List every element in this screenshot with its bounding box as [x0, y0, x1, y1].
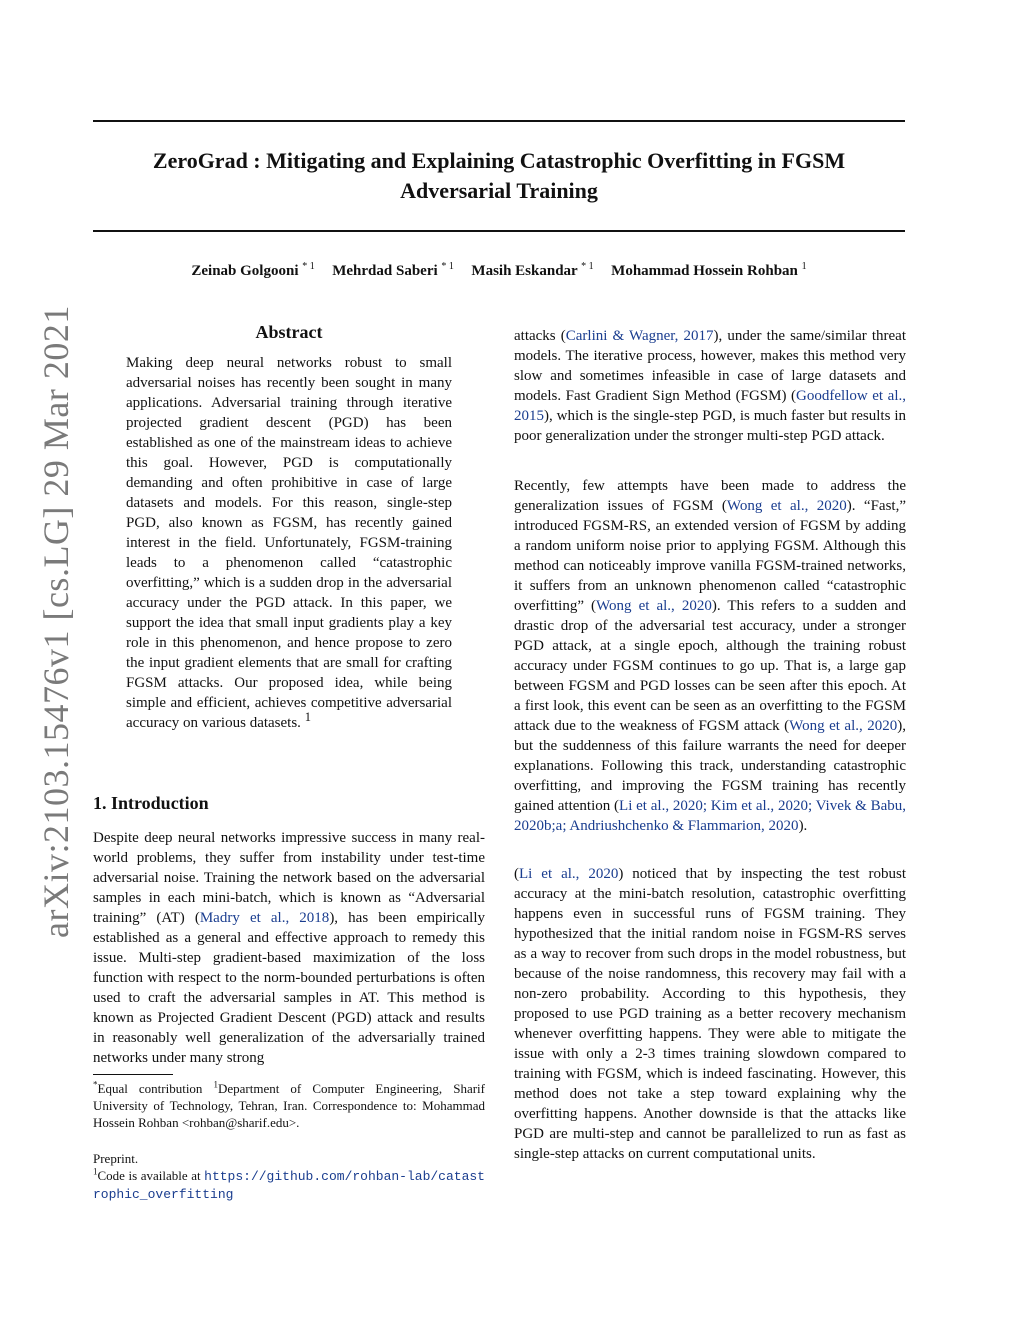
abstract-footnote-mark[interactable]: 1	[304, 710, 311, 724]
body-text: ), which is the single-step PGD, is much faster but results in poor generalization under the stronger multi-step PGD attack.	[514, 408, 906, 444]
body-text: ). This refers to a sudden and drastic drop of the adversarial test accuracy, under a stronger PGD attack, at a single epoch, although the training robust accuracy under FGSM continues to go up. That is, a large gap between FGSM and PGD losses can be seen after this epoch. At a first look, this event can be seen as an overfitting to the FGSM attack due to the weakness of FGSM attack (	[514, 598, 907, 734]
footnote-mark: 1	[213, 1079, 218, 1090]
footnote-text: Equal contribution	[97, 1081, 214, 1096]
body-text: (	[514, 866, 519, 882]
body-text: ). “Fast,” introduced FGSM-RS, an extended version of FGSM by adding a random uniform noise prior to applying FGSM. Although this method can noticeably improve vanilla FGSM-trained networks, it suffers from an unknown phenomenon called “catastrophic overfitting” (	[514, 498, 906, 614]
citation-link[interactable]: Wong et al., 2020	[726, 498, 847, 514]
right-paragraph-1	[514, 326, 906, 446]
author-affiliation-mark: * 1	[302, 261, 315, 272]
body-text: ).	[798, 818, 808, 834]
author-name: Masih Eskandar	[471, 263, 578, 279]
body-text: Recently, few attempts have been made to address the generalization issues of FGSM (	[514, 478, 906, 514]
title-rule-bottom	[93, 230, 905, 232]
citation-link[interactable]: Goodfellow et al., 2015	[514, 388, 907, 424]
author-name: Mehrdad Saberi	[332, 263, 438, 279]
footnote-text: Department of Computer Engineering, Sharif University of Technology, Tehran, Iran. Correspondence to: Mohammad Hossein Rohban <rohban@sharif.edu>.	[93, 1081, 485, 1130]
citation-link[interactable]: Li et al., 2020; Kim et al., 2020; Vivek & Babu, 2020b;a; Andriushchenko & Flammarion, 2020	[514, 798, 907, 834]
right-paragraph-2	[514, 476, 906, 836]
introduction-paragraph	[93, 828, 485, 1068]
footnote-code	[93, 1150, 485, 1203]
intro-text: ), has been empirically established as a general and effective approach to remedy this issue. Multi-step gradient-based maximization of the loss function with respect to the norm-bounded perturbations is often used to craft the adversarial samples in AT. This method is known as Projected Gradient Descent (PGD) attack and results in reasonably well generalization of the adversarially trained networks under many strong	[93, 910, 485, 1066]
body-text: ) noticed that by inspecting the test robust accuracy at the mini-batch resolution, catastrophic overfitting happens even in successful runs of FGSM training. They hypothesized that the initial random noise in FGSM-RS serves as a way to recover from such drops in the model robustness, but because of the noise randomness, this recovery may fail with a non-zero probability. According to this hypothesis, they proposed to use PGD training as a better recovery mechanism whenever overfitting happens. They were able to mitigate the issue with only a 2-3 times training slowdown compared to training with FGSM, which is indeed fascinating. However, this method does not take a step toward explaining why the overfitting happens. Another downside is that the attacks like PGD are multi-step and cannot be parallelized to run as fast as single-step attacks on current computational units.	[514, 866, 907, 1162]
footnote-text: Code is available at	[97, 1168, 205, 1183]
body-text: attacks (	[514, 328, 566, 344]
abstract-body: Making deep neural networks robust to small adversarial noises has recently been sought in many applications. Adversarial training through iterative projected gradient descent (PGD) has been established as one of the mainstream ideas to achieve this goal. However, PGD is computationally demanding and often prohibitive in case of large datasets and models. For this reason, single-step PGD, also known as FGSM, has recently gained interest in the field. Unfortunately, FGSM-training leads to a phenomenon called “catastrophic overfitting,” which is a sudden drop in the adversarial accuracy under the PGD attack. In this paper, we support the idea that small input gradients play a key role in this phenomenon, and hence propose to zero the input gradient elements that are small for crafting FGSM attacks. Our proposed idea, while being simple and efficient, achieves competitive adversarial accuracy on various datasets.	[126, 355, 452, 731]
author-affiliation-mark: 1	[801, 261, 807, 272]
abstract-heading: Abstract	[255, 322, 323, 342]
right-paragraph-3	[514, 864, 906, 1164]
citation-link[interactable]: Carlini & Wagner, 2017	[565, 328, 714, 344]
preprint-label: Preprint.	[93, 1151, 139, 1166]
author-list	[93, 263, 905, 280]
footnote-rule	[93, 1074, 173, 1075]
footnote-affiliations	[93, 1080, 485, 1131]
code-url-link[interactable]: https://github.com/rohban-lab/catastrophic_overfitting	[93, 1169, 485, 1202]
author-name: Zeinab Golgooni	[191, 263, 299, 279]
section-heading-introduction: 1. Introduction	[93, 793, 209, 813]
citation-link[interactable]: Madry et al., 2018	[199, 910, 330, 926]
body-text: ), but the suddenness of this failure warrants the need for deeper explanations. Following this track, understanding catastrophic overfitting, and improving the FGSM training has recently gained attention (	[514, 718, 907, 814]
author-name: Mohammad Hossein Rohban	[611, 263, 798, 279]
citation-link[interactable]: Wong et al., 2020	[596, 598, 712, 614]
author-affiliation-mark: * 1	[441, 261, 454, 272]
citation-link[interactable]: Wong et al., 2020	[789, 718, 898, 734]
author-affiliation-mark: * 1	[581, 261, 594, 272]
paper-title	[93, 146, 905, 206]
abstract-text	[126, 353, 452, 733]
intro-text: Despite deep neural networks impressive success in many real-world problems, they suffer from instability under test-time adversarial noise. Training the network based on the adversarial samples in each mini-batch, which is known as “Adversarial training” (AT) (	[93, 830, 485, 926]
citation-link[interactable]: Li et al., 2020	[519, 866, 619, 882]
footnote-mark: 1	[93, 1166, 98, 1177]
title-line-1: ZeroGrad : Mitigating and Explaining Catastrophic Overfitting in FGSM	[152, 148, 846, 173]
footnote-mark: *	[93, 1079, 98, 1090]
body-text: ), under the same/similar threat models. The iterative process, however, makes this method very slow and sometimes infeasible in case of large datasets and models. Fast Gradient Sign Method (FGSM) (	[514, 328, 906, 404]
arxiv-stamp: arXiv:2103.15476v1 [cs.LG] 29 Mar 2021	[36, 305, 76, 938]
title-line-2: Adversarial Training	[400, 178, 598, 203]
title-rule-top	[93, 120, 905, 122]
